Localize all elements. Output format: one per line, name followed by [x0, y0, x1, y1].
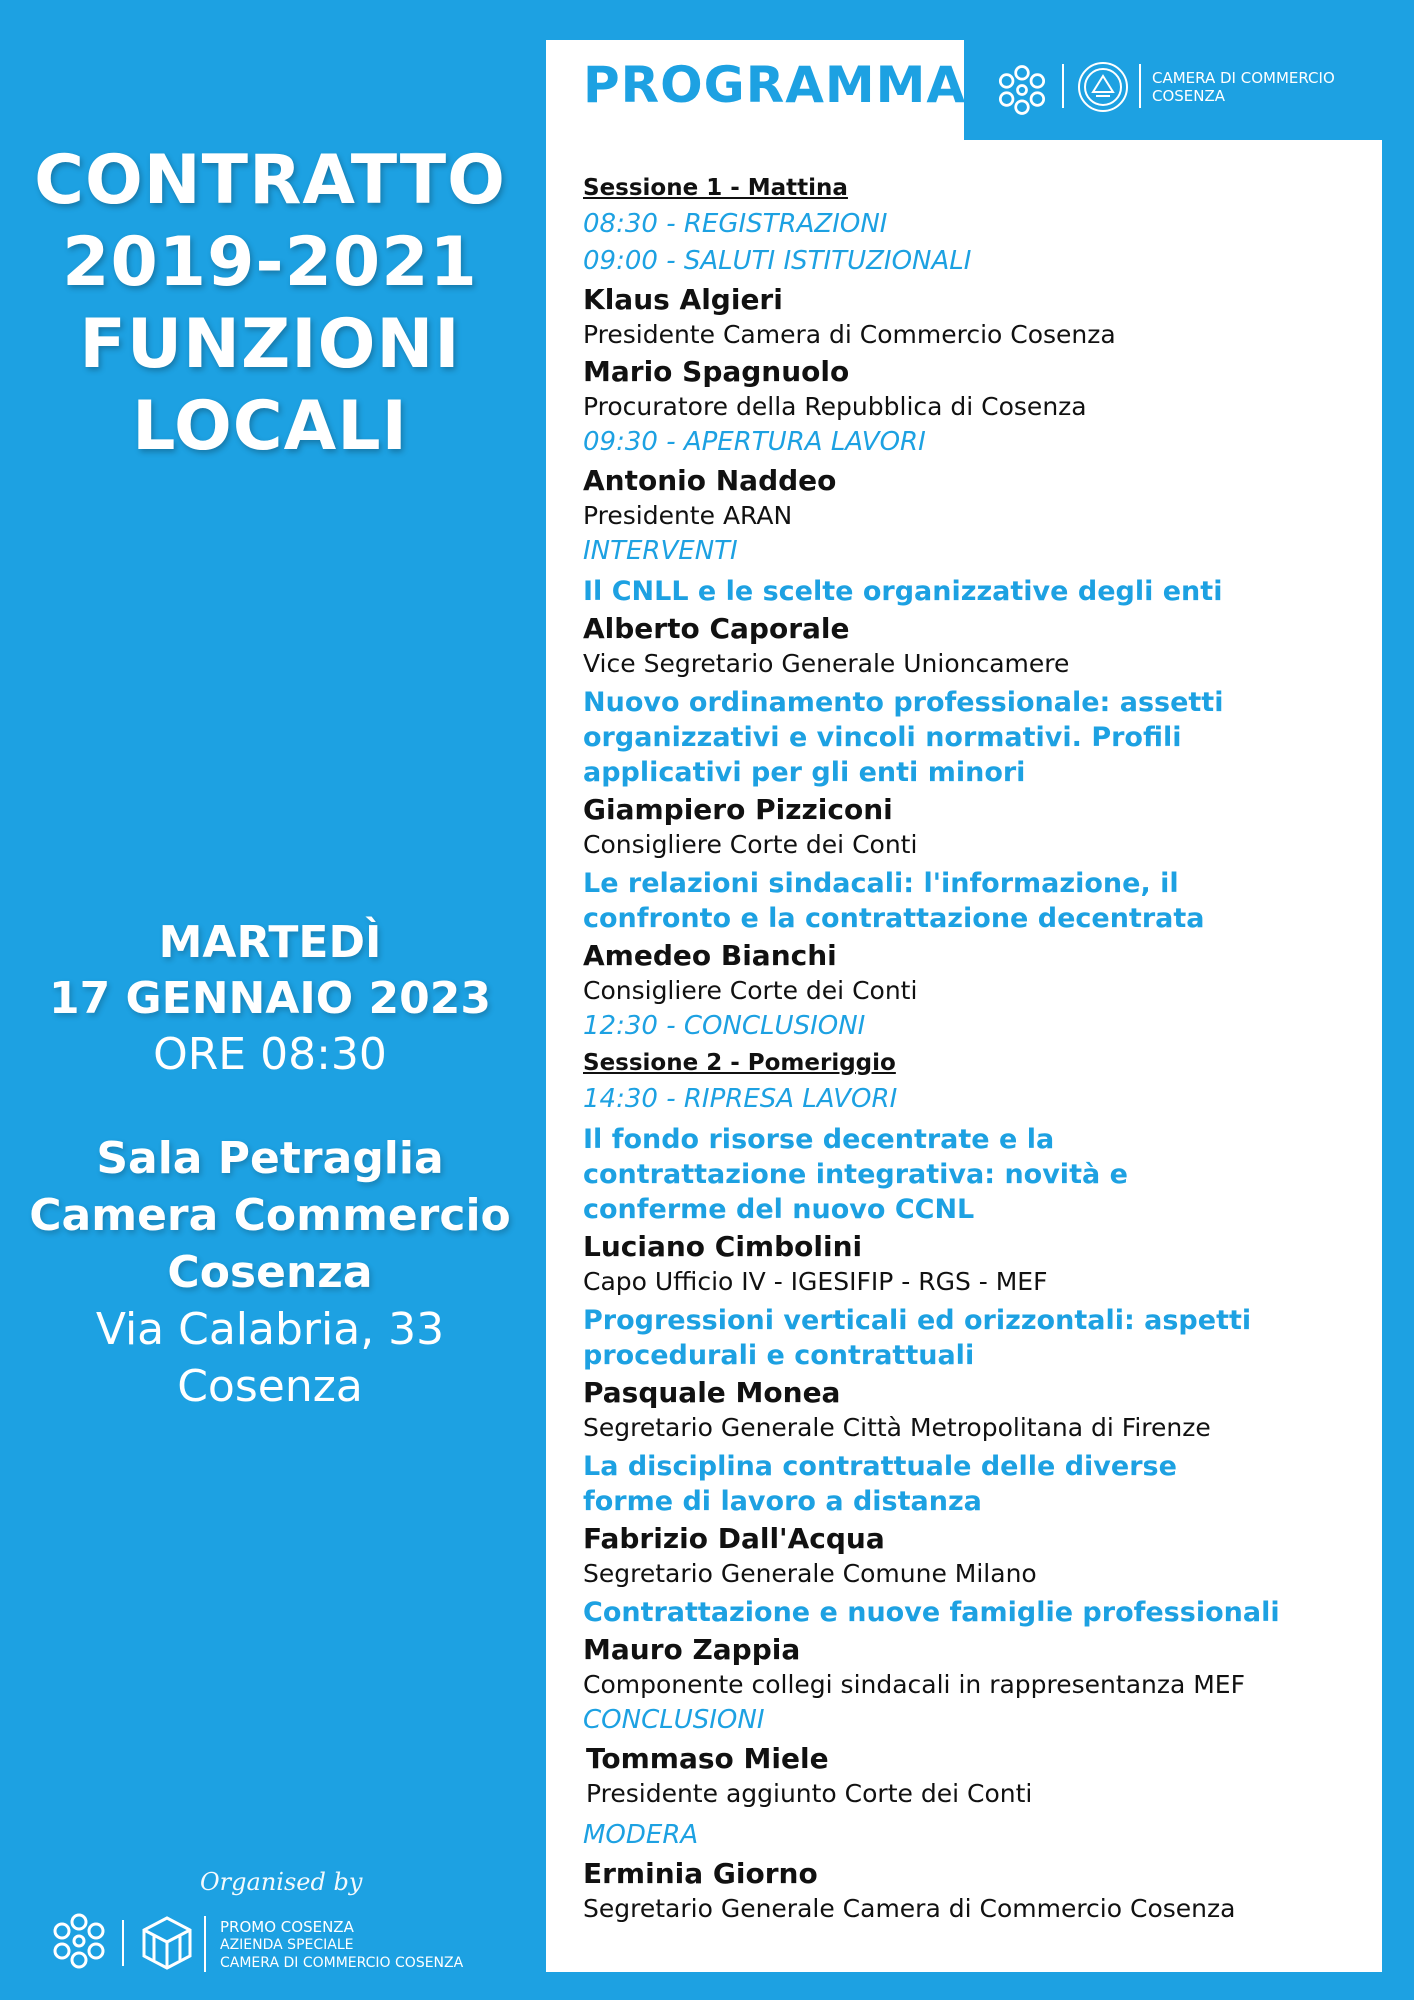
divider	[204, 1916, 206, 1972]
program-list	[583, 170, 1378, 1926]
chamber-name	[1152, 69, 1335, 105]
venue-line: Sala Petraglia	[96, 1133, 444, 1184]
speaker-name: Alberto Caporale	[583, 612, 850, 645]
event-title-line: 2019-2021	[62, 223, 478, 302]
venue-line: Camera Commercio	[29, 1190, 511, 1241]
chamber-name-line: COSENZA	[1152, 87, 1226, 105]
time-slot: CONCLUSIONI	[583, 1705, 765, 1735]
divider	[1139, 64, 1141, 108]
session-heading: Sessione 2 - Pomeriggio	[583, 1050, 896, 1076]
speaker-role: Consigliere Corte dei Conti	[583, 830, 918, 859]
time-slot: INTERVENTI	[583, 536, 738, 566]
event-title-line: FUNZIONI	[79, 305, 461, 384]
talk-topic	[583, 866, 1378, 936]
event-venue-block	[0, 1130, 540, 1415]
event-time: ORE 08:30	[153, 1029, 387, 1080]
event-title	[0, 140, 540, 468]
event-title-line: CONTRATTO	[34, 141, 506, 220]
address-line: Cosenza	[177, 1361, 363, 1412]
speaker-name: Luciano Cimbolini	[583, 1230, 863, 1263]
time-slot: 09:00 - SALUTI ISTITUZIONALI	[583, 246, 972, 276]
venue-line: Cosenza	[167, 1247, 373, 1298]
talk-topic-line: forme di lavoro a distanza	[583, 1486, 982, 1517]
talk-topic	[583, 1449, 1378, 1519]
speaker-name: Klaus Algieri	[583, 283, 783, 316]
time-slot: 14:30 - RIPRESA LAVORI	[583, 1084, 898, 1114]
chamber-name-line: CAMERA DI COMMERCIO	[1152, 69, 1335, 87]
talk-topic-line: La disciplina contrattuale delle diverse	[583, 1451, 1177, 1482]
speaker-role: Procuratore della Repubblica di Cosenza	[583, 392, 1087, 421]
time-slot: 09:30 - APERTURA LAVORI	[583, 427, 926, 457]
speaker-name: Giampiero Pizziconi	[583, 793, 893, 826]
cosenza-flower-logo-icon	[48, 1910, 110, 1972]
talk-topic-line: Il fondo risorse decentrate e la	[583, 1124, 1055, 1155]
talk-topic-line: procedurali e contrattuali	[583, 1340, 975, 1371]
event-day-of-week: MARTEDÌ	[158, 917, 382, 968]
talk-topic-line: Le relazioni sindacali: l'informazione, il	[583, 868, 1179, 899]
speaker-role: Presidente ARAN	[583, 501, 793, 530]
organizer-line: AZIENDA SPECIALE	[220, 1937, 354, 1953]
chamber-seal-icon	[1076, 60, 1130, 114]
speaker-role: Segretario Generale Città Metropolitana di Firenze	[583, 1413, 1211, 1442]
speaker-name: Antonio Naddeo	[583, 464, 837, 497]
speaker-role: Segretario Generale Camera di Commercio Cosenza	[583, 1894, 1236, 1923]
time-slot: 08:30 - REGISTRAZIONI	[583, 209, 888, 239]
divider	[1062, 64, 1064, 108]
speaker-role: Componente collegi sindacali in rappresentanza MEF	[583, 1670, 1245, 1699]
promo-cosenza-logo-icon	[138, 1914, 196, 1972]
speaker-role: Vice Segretario Generale Unioncamere	[583, 649, 1070, 678]
speaker-role: Capo Ufficio IV - IGESIFIP - RGS - MEF	[583, 1267, 1048, 1296]
talk-topic-line: contrattazione integrativa: novità e	[583, 1159, 1128, 1190]
speaker-name: Mario Spagnuolo	[583, 355, 850, 388]
speaker-name: Tommaso Miele	[586, 1742, 829, 1775]
speaker-role: Consigliere Corte dei Conti	[583, 976, 918, 1005]
talk-topic: Il CNLL e le scelte organizzative degli enti	[583, 576, 1223, 607]
program-title: PROGRAMMA	[583, 56, 967, 114]
speaker-name: Pasquale Monea	[583, 1376, 841, 1409]
address-line: Via Calabria, 33	[95, 1304, 445, 1355]
organizer-line: CAMERA DI COMMERCIO COSENZA	[220, 1955, 464, 1971]
session-heading: Sessione 1 - Mattina	[583, 175, 848, 201]
time-slot: MODERA	[583, 1820, 699, 1850]
organizer-name	[220, 1918, 463, 1972]
talk-topic-line: conferme del nuovo CCNL	[583, 1194, 975, 1225]
speaker-role: Presidente aggiunto Corte dei Conti	[586, 1779, 1033, 1808]
talk-topic-line: Nuovo ordinamento professionale: assetti	[583, 687, 1224, 718]
organized-by-label: Organised by	[200, 1868, 363, 1896]
organizer-line: PROMO COSENZA	[220, 1918, 354, 1936]
event-date: 17 GENNAIO 2023	[49, 973, 491, 1024]
talk-topic: Contrattazione e nuove famiglie professionali	[583, 1597, 1280, 1628]
talk-topic-line: organizzativi e vincoli normativi. Profili	[583, 722, 1182, 753]
talk-topic-line: Progressioni verticali ed orizzontali: aspetti	[583, 1305, 1252, 1336]
divider	[122, 1920, 124, 1966]
cosenza-flower-logo-icon	[994, 62, 1050, 118]
talk-topic	[583, 1303, 1378, 1373]
talk-topic	[583, 1122, 1378, 1227]
speaker-name: Fabrizio Dall'Acqua	[583, 1522, 885, 1555]
talk-topic	[583, 685, 1378, 790]
speaker-name: Mauro Zappia	[583, 1633, 801, 1666]
speaker-name: Erminia Giorno	[583, 1857, 818, 1890]
speaker-role: Presidente Camera di Commercio Cosenza	[583, 320, 1116, 349]
talk-topic-line: confronto e la contrattazione decentrata	[583, 903, 1205, 934]
speaker-role: Segretario Generale Comune Milano	[583, 1559, 1037, 1588]
event-date-block	[0, 915, 540, 1083]
event-title-line: LOCALI	[132, 387, 408, 466]
speaker-name: Amedeo Bianchi	[583, 939, 837, 972]
talk-topic-line: applicativi per gli enti minori	[583, 757, 1026, 788]
time-slot: 12:30 - CONCLUSIONI	[583, 1011, 866, 1041]
